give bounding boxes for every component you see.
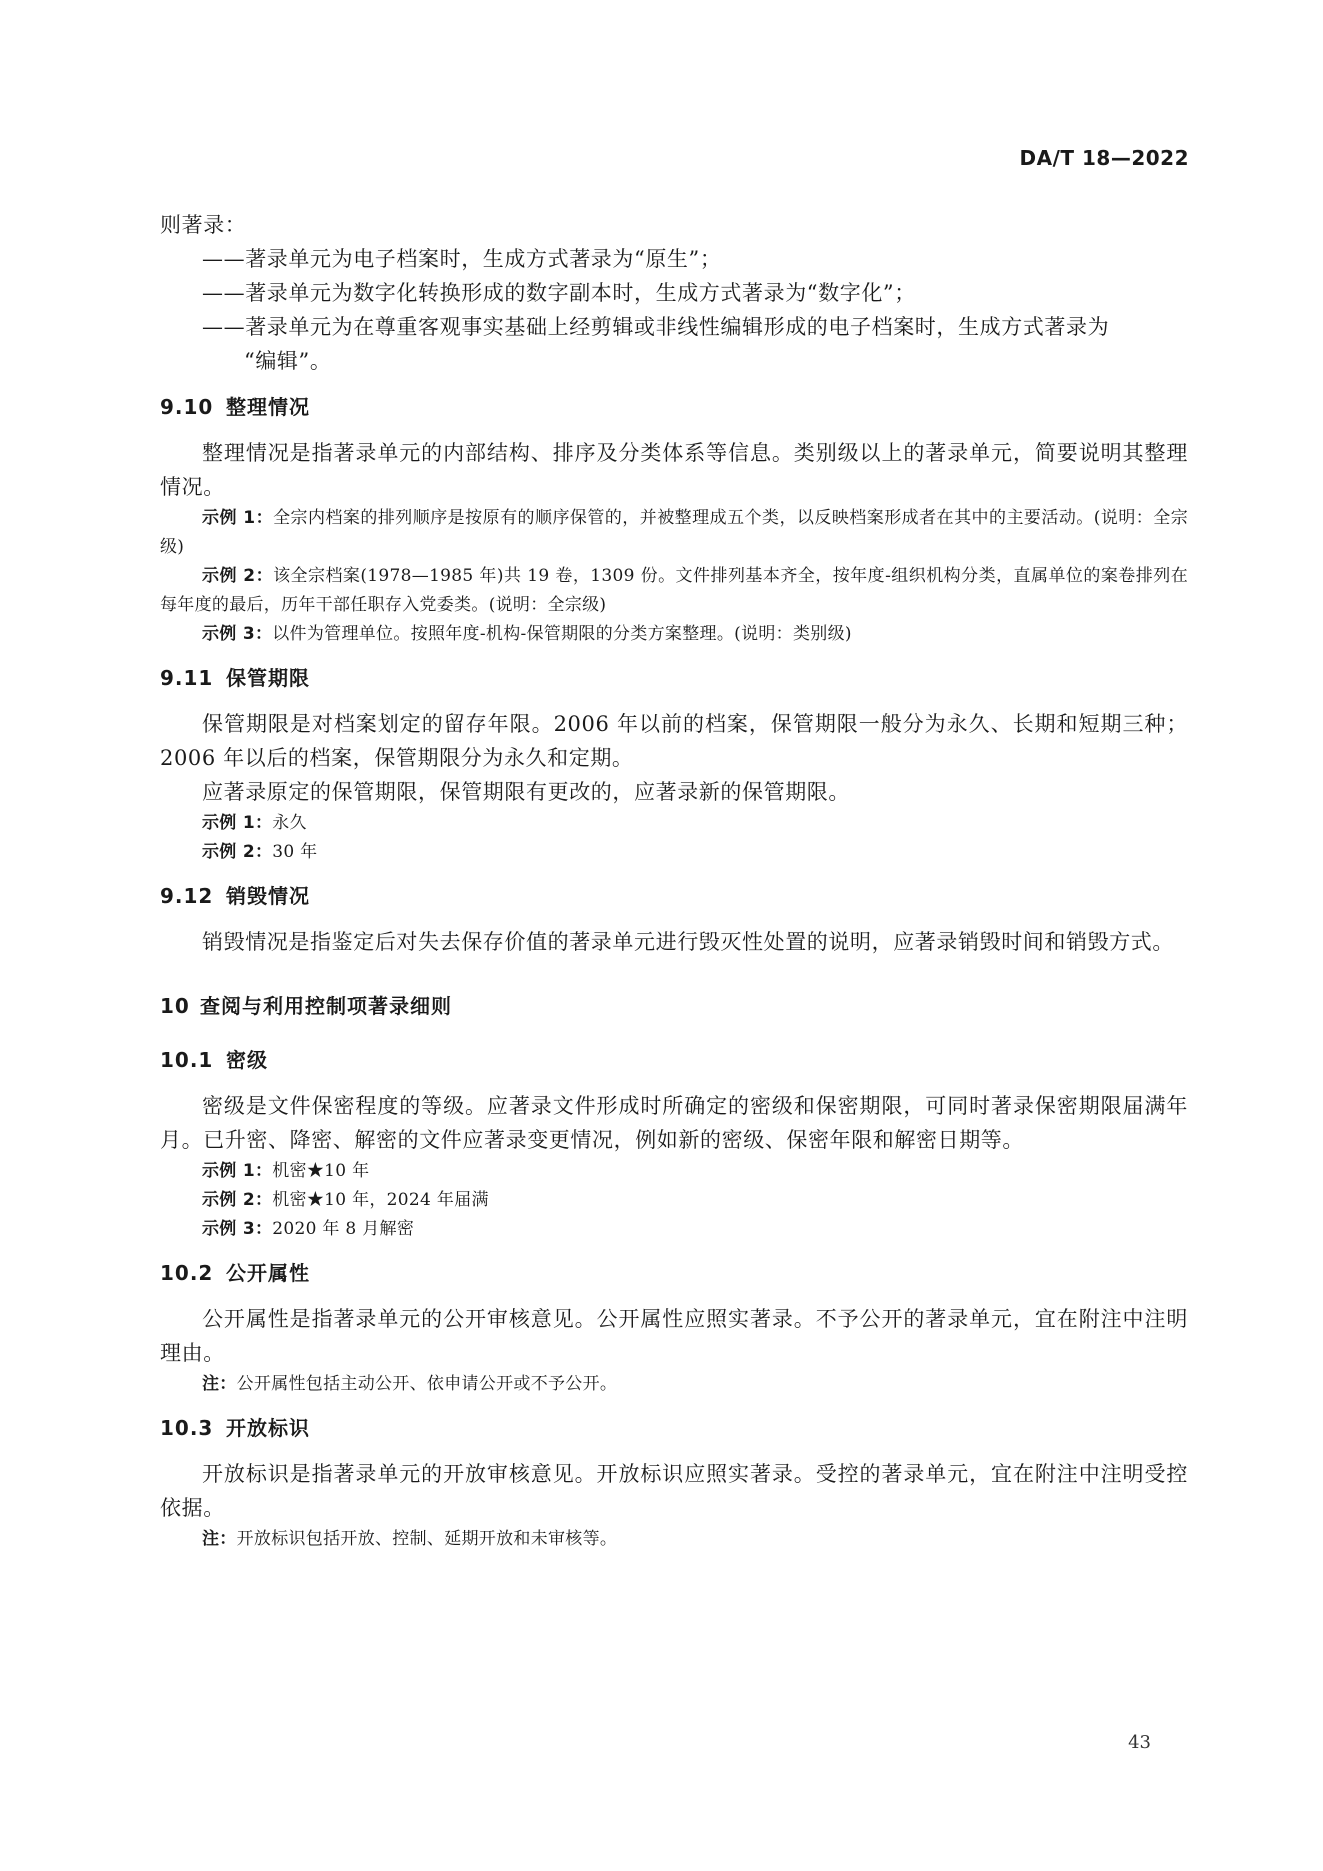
example-label: 示例 2： — [202, 842, 273, 862]
example — [160, 504, 1188, 562]
section-title: 保管期限 — [226, 666, 310, 690]
example-text: 30 年 — [272, 842, 318, 862]
example — [160, 1157, 1188, 1186]
page-number: 43 — [1128, 1732, 1151, 1753]
example-text: 该全宗档案(1978—1985 年)共 19 卷，1309 份。文件排列基本齐全，按年度-组织机构分类，直属单位的案卷排列在每年度的最后，历年干部任职存入党委类。(说明：全宗级) — [160, 566, 1188, 615]
example-label: 示例 1： — [202, 813, 273, 833]
example-text: 2020 年 8 月解密 — [272, 1219, 415, 1239]
list-item — [160, 310, 1188, 378]
paragraph: 密级是文件保密程度的等级。应著录文件形成时所确定的密级和保密期限，可同时著录保密期限届满年月。已升密、降密、解密的文件应著录变更情况，例如新的密级、保密年限和解密日期等。 — [160, 1094, 1188, 1152]
example — [160, 562, 1188, 620]
paragraph: 销毁情况是指鉴定后对失去保存价值的著录单元进行毁灭性处置的说明，应著录销毁时间和销毁方式。 — [202, 930, 1174, 954]
section-heading-9-10 — [160, 392, 1188, 422]
section-number: 9.11 — [160, 666, 214, 690]
note-text: 公开属性包括主动公开、依申请公开或不予公开。 — [236, 1374, 618, 1394]
section-heading-9-12 — [160, 881, 1188, 911]
section-number: 9.12 — [160, 884, 214, 908]
example-text: 机密★10 年 — [272, 1161, 370, 1181]
paragraph: 开放标识是指著录单元的开放审核意见。开放标识应照实著录。受控的著录单元，宜在附注中注明受控依据。 — [160, 1462, 1188, 1520]
section-heading-10-3 — [160, 1413, 1188, 1443]
page-content — [160, 208, 1188, 1554]
list-item: ——著录单元为数字化转换形成的数字副本时，生成方式著录为“数字化”； — [202, 281, 916, 305]
paragraph: 应著录原定的保管期限，保管期限有更改的，应著录新的保管期限。 — [202, 780, 850, 804]
note — [160, 1525, 1188, 1554]
section-number: 10.2 — [160, 1261, 214, 1285]
chapter-heading-10 — [160, 991, 1188, 1021]
list-item-text: ——著录单元为在尊重客观事实基础上经剪辑或非线性编辑形成的电子档案时，生成方式著录为 — [202, 315, 1110, 339]
example-label: 示例 3： — [202, 1219, 273, 1239]
list-item-continuation: “编辑”。 — [244, 349, 332, 373]
example — [160, 838, 1188, 867]
example-text: 以件为管理单位。按照年度-机构-保管期限的分类方案整理。(说明：类别级) — [272, 624, 852, 644]
section-heading-10-2 — [160, 1258, 1188, 1288]
section-title: 公开属性 — [226, 1261, 310, 1285]
example — [160, 809, 1188, 838]
section-number: 10.1 — [160, 1048, 214, 1072]
note — [160, 1370, 1188, 1399]
example — [160, 1186, 1188, 1215]
paragraph: 公开属性是指著录单元的公开审核意见。公开属性应照实著录。不予公开的著录单元，宜在附注中注明理由。 — [160, 1307, 1188, 1365]
intro-lead: 则著录： — [160, 213, 247, 237]
standard-code: DA/T 18—2022 — [1019, 146, 1189, 170]
chapter-title: 查阅与利用控制项著录细则 — [200, 994, 452, 1018]
section-title: 销毁情况 — [226, 884, 310, 908]
section-number: 10.3 — [160, 1416, 214, 1440]
example — [160, 1215, 1188, 1244]
list-item: ——著录单元为电子档案时，生成方式著录为“原生”； — [202, 247, 722, 271]
example-label: 示例 2： — [202, 566, 274, 586]
example-text: 机密★10 年，2024 年届满 — [272, 1190, 489, 1210]
note-label: 注： — [202, 1529, 237, 1549]
example — [160, 620, 1188, 649]
example-text: 永久 — [272, 813, 307, 833]
paragraph: 保管期限是对档案划定的留存年限。2006 年以前的档案，保管期限一般分为永久、长期和短期三种；2006 年以后的档案，保管期限分为永久和定期。 — [160, 712, 1188, 770]
section-number: 9.10 — [160, 395, 214, 419]
section-title: 开放标识 — [226, 1416, 310, 1440]
chapter-number: 10 — [160, 994, 190, 1018]
example-label: 示例 2： — [202, 1190, 273, 1210]
example-text: 全宗内档案的排列顺序是按原有的顺序保管的，并被整理成五个类，以反映档案形成者在其中的主要活动。(说明：全宗级) — [160, 508, 1189, 557]
example-label: 示例 1： — [202, 508, 274, 528]
section-heading-10-1 — [160, 1045, 1188, 1075]
example-label: 示例 3： — [202, 624, 273, 644]
note-label: 注： — [202, 1374, 237, 1394]
note-text: 开放标识包括开放、控制、延期开放和未审核等。 — [236, 1529, 618, 1549]
section-title: 密级 — [226, 1048, 268, 1072]
section-heading-9-11 — [160, 663, 1188, 693]
paragraph: 整理情况是指著录单元的内部结构、排序及分类体系等信息。类别级以上的著录单元，简要说明其整理情况。 — [160, 441, 1188, 499]
example-label: 示例 1： — [202, 1161, 273, 1181]
section-title: 整理情况 — [226, 395, 310, 419]
